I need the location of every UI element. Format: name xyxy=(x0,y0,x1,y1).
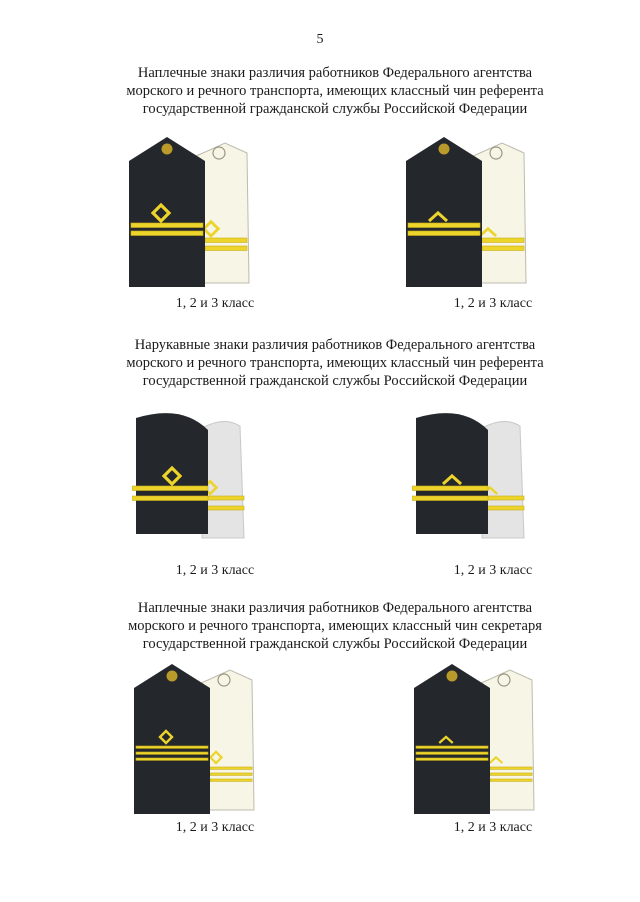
title-line: государственной гражданской службы Российской Федерации xyxy=(142,373,528,389)
title-line: Наплечные знаки различия работников Федерального агентства xyxy=(137,65,533,81)
caption-class: 1, 2 и 3 класс xyxy=(453,820,533,835)
caption-class: 1, 2 и 3 класс xyxy=(453,563,533,578)
title-line: морского и речного транспорта, имеющих классный чин референта xyxy=(126,83,544,99)
title-line: Нарукавные знаки различия работников Федерального агентства xyxy=(134,337,536,353)
chevron-insignia-drawing xyxy=(410,662,550,822)
chevron-insignia-drawing xyxy=(412,408,552,568)
section-title-shoulder-referent xyxy=(90,64,580,118)
caption-class: 1, 2 и 3 класс xyxy=(175,563,255,578)
title-line: Наплечные знаки различия работников Федерального агентства xyxy=(137,600,533,616)
sleeve-insignia-referent-chevron xyxy=(412,408,552,568)
caption-class: 1, 2 и 3 класс xyxy=(175,296,255,311)
caption-class: 1, 2 и 3 класс xyxy=(453,296,533,311)
chevron-insignia-drawing xyxy=(402,135,542,295)
section-title-sleeve-referent xyxy=(90,336,580,390)
shoulder-board-secretary-diamond xyxy=(130,662,270,822)
title-line: государственной гражданской службы Российской Федерации xyxy=(142,101,528,117)
title-line: морского и речного транспорта, имеющих классный чин референта xyxy=(126,355,544,371)
caption-class: 1, 2 и 3 класс xyxy=(175,820,255,835)
page-number: 5 xyxy=(316,32,324,47)
shoulder-board-secretary-chevron xyxy=(410,662,550,822)
shoulder-board-referent-diamond xyxy=(125,135,265,295)
title-line: государственной гражданской службы Российской Федерации xyxy=(142,636,528,652)
diamond-insignia-drawing xyxy=(125,135,265,295)
title-line: морского и речного транспорта, имеющих классный чин секретаря xyxy=(128,618,542,634)
diamond-insignia-drawing xyxy=(132,408,272,568)
sleeve-insignia-referent-diamond xyxy=(132,408,272,568)
section-title-shoulder-secretary xyxy=(90,599,580,653)
shoulder-board-referent-chevron xyxy=(402,135,542,295)
diamond-insignia-drawing xyxy=(130,662,270,822)
